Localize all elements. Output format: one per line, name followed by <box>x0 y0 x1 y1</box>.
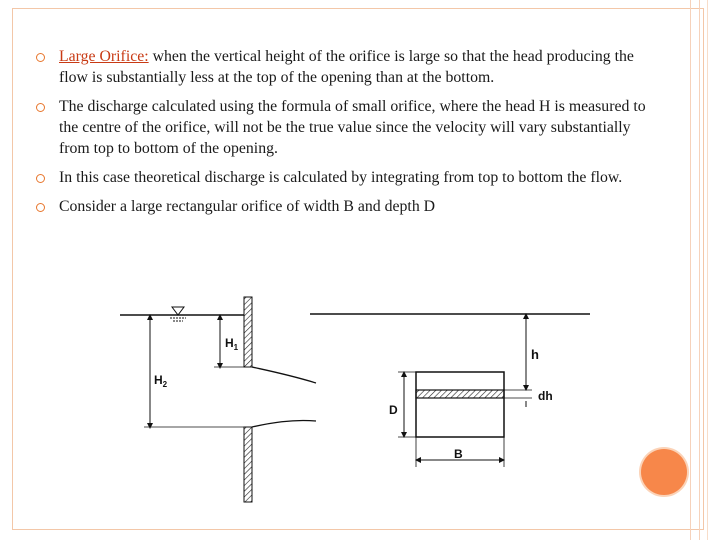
orifice-rectangle <box>416 372 504 437</box>
bullet-text: The discharge calculated using the formula of small orifice, where the head H is measured to the centre of the orifice, will not be the true value since the velocity will vary substantially from top to bottom of the opening. <box>59 98 646 157</box>
bullet-text: when the vertical height of the orifice is large so that the head producing the flow is substantially less at the top of the opening than at the bottom. <box>59 48 634 86</box>
tank-wall-upper <box>244 297 252 367</box>
tank-wall-lower <box>244 427 252 502</box>
jet-lower-curve <box>252 420 316 427</box>
frame-decoration-line <box>699 0 700 540</box>
elemental-strip <box>416 390 504 398</box>
label-d: D <box>389 403 398 417</box>
label-h: h <box>531 347 539 362</box>
bullet-item <box>36 167 646 188</box>
bullet-text: In this case theoretical discharge is calculated by integrating from top to bottom the flow. <box>59 169 623 186</box>
bullet-marker-icon <box>36 53 45 62</box>
label-dh: dh <box>538 389 553 403</box>
label-b: B <box>454 447 463 461</box>
label-h1: $H_1$ <box>225 336 239 352</box>
bullet-item <box>36 96 646 159</box>
bullet-marker-icon <box>36 174 45 183</box>
large-orifice-diagram <box>120 287 600 507</box>
bullet-marker-icon <box>36 103 45 112</box>
label-h2: $H_2$ <box>154 373 168 389</box>
frame-decoration-line <box>690 0 691 540</box>
bullet-item <box>36 196 646 217</box>
accent-circle <box>641 449 687 495</box>
bullet-text: Consider a large rectangular orifice of width B and depth D <box>59 198 436 215</box>
frame-decoration-line <box>707 0 708 540</box>
bullet-term: Large Orifice: <box>59 48 149 65</box>
jet-upper-curve <box>252 367 316 383</box>
bullet-item <box>36 46 646 88</box>
bullet-marker-icon <box>36 203 45 212</box>
water-level-icon <box>170 307 186 321</box>
bullet-list <box>36 46 646 217</box>
